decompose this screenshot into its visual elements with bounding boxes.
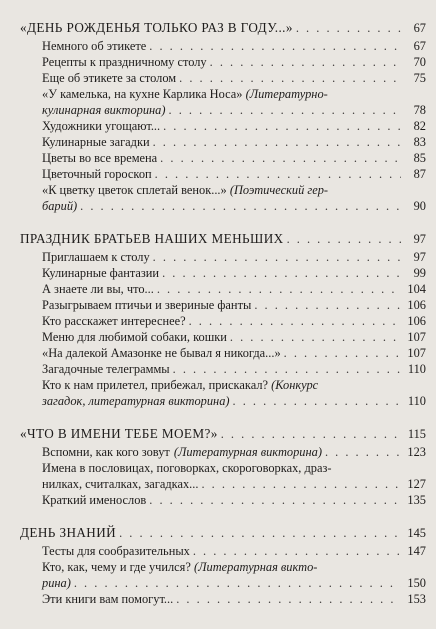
page-number: 107 [407, 330, 426, 344]
page-number: 110 [407, 394, 426, 408]
leader-dots [296, 20, 401, 36]
page-number: 99 [413, 266, 426, 280]
page-number: 83 [413, 135, 426, 149]
toc-entry-line2 [20, 575, 426, 591]
section-heading [20, 426, 426, 442]
toc-entry [20, 591, 426, 607]
entry-title: Краткий именослов [42, 493, 147, 507]
leader-dots [153, 134, 401, 150]
toc-entry [20, 444, 426, 460]
toc-entry [20, 345, 426, 361]
leader-dots [153, 249, 401, 265]
leader-dots [287, 231, 401, 247]
leader-dots [233, 393, 401, 409]
entry-title: Цветочный гороскоп [42, 167, 152, 181]
page-number: 123 [407, 445, 426, 459]
leader-dots [179, 70, 401, 86]
toc-entry-line2 [20, 198, 426, 214]
entry-title: А знаете ли вы, что... [42, 282, 154, 296]
entry-note: барий) [42, 199, 78, 213]
leader-dots [163, 118, 401, 134]
page-number: 97 [413, 232, 426, 246]
leader-dots [173, 361, 401, 377]
leader-dots [149, 38, 401, 54]
entry-title: Кто, как, чему и где учился? [42, 560, 191, 574]
leader-dots [325, 444, 401, 460]
page-number: 70 [413, 55, 426, 69]
entry-title: Эти книги вам помогут... [42, 592, 174, 606]
toc-section [20, 20, 426, 214]
toc-entry [20, 313, 426, 329]
toc-entry-line1 [20, 559, 426, 575]
page-number: 67 [413, 21, 426, 35]
toc-entry-line1 [20, 182, 426, 198]
page-number: 78 [413, 103, 426, 117]
section-title: «ЧТО В ИМЕНИ ТЕБЕ МОЕМ?» [20, 426, 218, 441]
entry-title: Рецепты к праздничному столу [42, 55, 207, 69]
leader-dots [160, 150, 401, 166]
toc-entry [20, 38, 426, 54]
entry-title: Цветы во все времена [42, 151, 158, 165]
toc-section [20, 525, 426, 607]
entry-title: Имена в пословицах, поговорках, скороговорках, драз- [42, 461, 332, 475]
entry-note: (Литературная викто- [194, 560, 318, 574]
entry-note: кулинарная викторина) [42, 103, 166, 117]
entry-title: «На далекой Амазонке не бывал я никогда...» [42, 346, 281, 360]
page-number: 104 [407, 282, 426, 296]
entry-title: Еще об этикете за столом [42, 71, 177, 85]
page-number: 110 [407, 362, 426, 376]
entry-title-cont: нилках, считалках, загадках... [42, 477, 199, 491]
entry-title: Вспомни, как кого зовут [42, 445, 170, 459]
toc-section [20, 231, 426, 409]
entry-title: Кулинарные фантазии [42, 266, 160, 280]
leader-dots [157, 281, 401, 297]
leader-dots [74, 575, 401, 591]
leader-dots [80, 198, 401, 214]
leader-dots [176, 591, 401, 607]
page-number: 75 [413, 71, 426, 85]
entry-title: «К цветку цветок сплетай венок...» [42, 183, 227, 197]
section-title: «ДЕНЬ РОЖДЕНЬЯ ТОЛЬКО РАЗ В ГОДУ...» [20, 20, 293, 35]
leader-dots [119, 525, 401, 541]
entry-title: Кто к нам прилетел, прибежал, прискакал? [42, 378, 269, 392]
page-number: 127 [407, 477, 426, 491]
toc-entry [20, 166, 426, 182]
entry-note: (Литературно- [245, 87, 328, 101]
leader-dots [284, 345, 401, 361]
page-number: 90 [413, 199, 426, 213]
page-number: 97 [413, 250, 426, 264]
section-heading [20, 525, 426, 541]
leader-dots [162, 265, 401, 281]
entry-title: Тесты для сообразительных [42, 544, 190, 558]
page-number: 145 [407, 526, 426, 540]
page-number: 150 [407, 576, 426, 590]
entry-title: Приглашаем к столу [42, 250, 150, 264]
page-number: 67 [413, 39, 426, 53]
toc-entry [20, 492, 426, 508]
toc-entry-line1 [20, 460, 426, 476]
toc-entry [20, 329, 426, 345]
toc-entry [20, 150, 426, 166]
toc-entry [20, 361, 426, 377]
page-number: 135 [407, 493, 426, 507]
section-heading [20, 20, 426, 36]
toc-entry [20, 249, 426, 265]
page-number: 147 [407, 544, 426, 558]
toc-entry-line1 [20, 86, 426, 102]
toc-entry [20, 543, 426, 559]
section-title: ДЕНЬ ЗНАНИЙ [20, 525, 117, 540]
entry-note: (Конкурс [271, 378, 319, 392]
section-gap [20, 508, 426, 525]
leader-dots [189, 313, 401, 329]
toc-entry-line1 [20, 377, 426, 393]
page-number: 85 [413, 151, 426, 165]
leader-dots [230, 329, 401, 345]
page-number: 106 [407, 298, 426, 312]
toc-entry [20, 118, 426, 134]
section-heading [20, 231, 426, 247]
toc-entry-line2 [20, 476, 426, 492]
leader-dots [210, 54, 401, 70]
toc-entry-line2 [20, 102, 426, 118]
entry-title: Кулинарные загадки [42, 135, 150, 149]
page-number: 115 [407, 427, 426, 441]
page-number: 153 [407, 592, 426, 606]
toc-entry [20, 297, 426, 313]
leader-dots [201, 476, 401, 492]
section-title: ПРАЗДНИК БРАТЬЕВ НАШИХ МЕНЬШИХ [20, 231, 284, 246]
entry-title: Художники угощают... [42, 119, 161, 133]
toc-entry [20, 134, 426, 150]
entry-note: (Литературная викторина) [173, 445, 322, 459]
toc-entry [20, 54, 426, 70]
leader-dots [254, 297, 401, 313]
page-number: 87 [413, 167, 426, 181]
entry-title: Кто расскажет интереснее? [42, 314, 186, 328]
section-gap [20, 214, 426, 231]
page-number: 82 [413, 119, 426, 133]
toc-section [20, 426, 426, 508]
entry-title: Разыгрываем птичьи и звериные фанты [42, 298, 252, 312]
entry-note: рина) [42, 576, 71, 590]
entry-note: (Поэтический гер- [229, 183, 329, 197]
page-number: 106 [407, 314, 426, 328]
entry-title: Меню для любимой собаки, кошки [42, 330, 227, 344]
toc-entry [20, 70, 426, 86]
page-number: 107 [407, 346, 426, 360]
leader-dots [193, 543, 401, 559]
leader-dots [169, 102, 401, 118]
entry-title: «У камелька, на кухне Карлика Носа» [42, 87, 243, 101]
toc-entry [20, 265, 426, 281]
toc-entry [20, 281, 426, 297]
entry-title: Загадочные телеграммы [42, 362, 170, 376]
leader-dots [149, 492, 401, 508]
entry-note: загадок, литературная викторина) [42, 394, 230, 408]
section-gap [20, 409, 426, 426]
toc-entry-line2 [20, 393, 426, 409]
entry-title: Немного об этикете [42, 39, 147, 53]
leader-dots [221, 426, 401, 442]
leader-dots [155, 166, 401, 182]
